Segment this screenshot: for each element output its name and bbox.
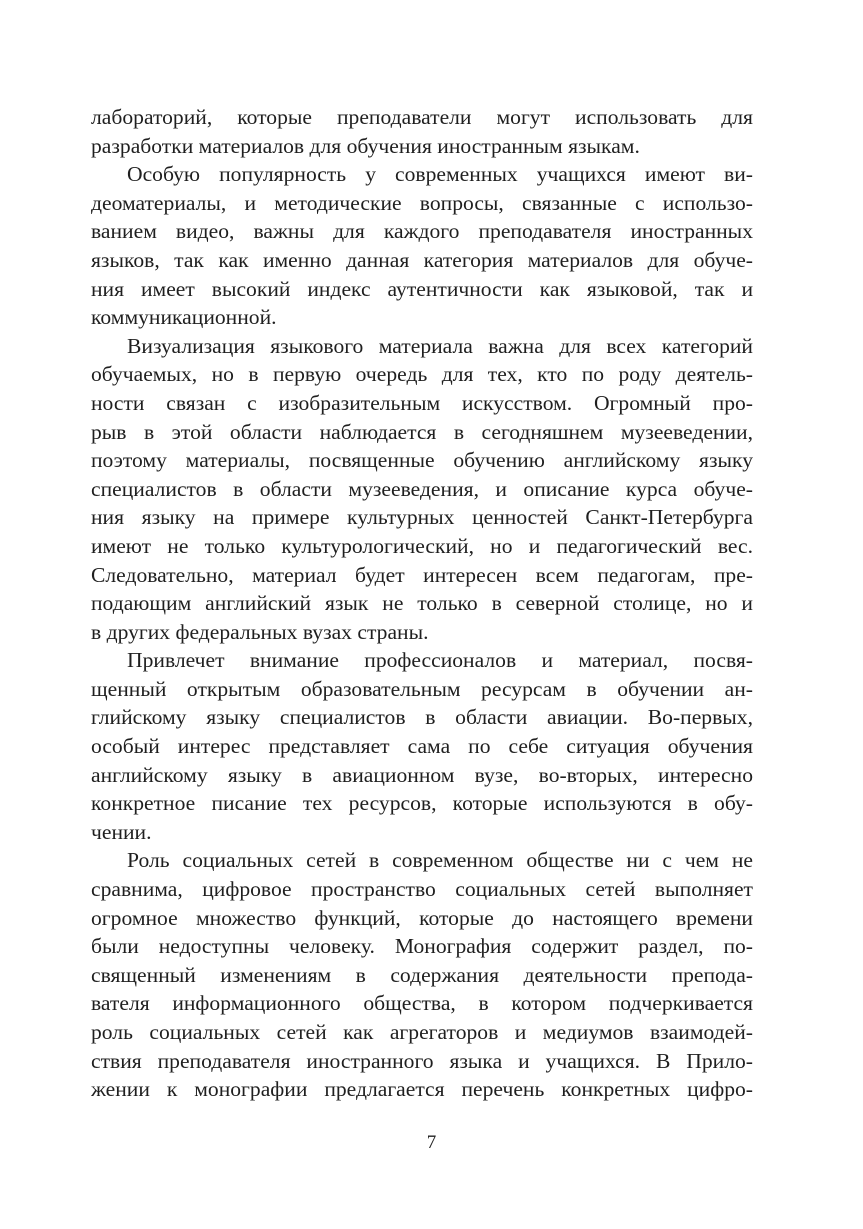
text-line: вателя информационного общества, в котором подчеркивается	[91, 991, 753, 1016]
text-line: обучаемых, но в первую очередь для тех, кто по роду деятель-	[91, 362, 753, 387]
paragraph	[91, 160, 753, 332]
page-number: 7	[426, 1132, 437, 1153]
text-line: Роль социальных сетей в современном обществе ни с чем не	[127, 848, 753, 873]
text-line: подающим английский язык не только в северной столице, но и	[91, 591, 753, 616]
document-body	[91, 103, 753, 1104]
text-line: Особую популярность у современных учащихся имеют ви-	[127, 162, 753, 187]
text-line: в других федеральных вузах страны.	[91, 619, 429, 644]
text-line: были недоступны человеку. Монография содержит раздел, по-	[91, 934, 753, 959]
text-line: щенный открытым образовательным ресурсам в обучении ан-	[91, 676, 753, 701]
paragraph	[91, 646, 753, 846]
text-line: роль социальных сетей как агрегаторов и медиумов взаимодей-	[91, 1020, 753, 1044]
text-line: рыв в этой области наблюдается в сегодняшнем музееведении,	[91, 419, 753, 444]
text-line: поэтому материалы, посвященные обучению английскому языку	[91, 448, 753, 473]
paragraph	[91, 332, 753, 647]
text-line: специалистов в области музееведения, и описание курса обуче-	[91, 476, 753, 501]
text-line: разработки материалов для обучения иностранным языкам.	[91, 133, 640, 158]
text-line: конкретное писание тех ресурсов, которые используются в обу-	[91, 791, 753, 816]
text-line: Визуализация языкового материала важна для всех категорий	[127, 333, 753, 358]
text-line: глийскому языку специалистов в области авиации. Во-первых,	[91, 705, 753, 730]
text-line: священный изменениям в содержания деятельности препода-	[91, 962, 753, 987]
text-line: ности связан с изобразительным искусством. Огромный про-	[91, 390, 753, 415]
text-line: ствия преподавателя иностранного языка и учащихся. В Прило-	[91, 1048, 753, 1073]
text-line: сравнима, цифровое пространство социальных сетей выполняет	[91, 877, 753, 902]
paragraph	[91, 846, 753, 1103]
text-line: английскому языку в авиационном вузе, во-вторых, интересно	[91, 762, 753, 787]
text-line: Привлечет внимание профессионалов и материал, посвя-	[127, 648, 753, 673]
text-line: деоматериалы, и методические вопросы, связанные с использо-	[91, 190, 753, 215]
text-line: Следовательно, материал будет интересен всем педагогам, пре-	[91, 562, 753, 587]
text-line: особый интерес представляет сама по себе ситуация обучения	[91, 734, 753, 759]
text-line: чении.	[91, 819, 152, 844]
text-line: коммуникационной.	[91, 305, 277, 330]
text-line: лабораторий, которые преподаватели могут использовать для	[91, 105, 753, 129]
text-line: жении к монографии предлагается перечень конкретных цифро-	[91, 1077, 753, 1102]
text-line: имеют не только культурологический, но и педагогический вес.	[91, 533, 753, 558]
text-line: огромное множество функций, которые до настоящего времени	[91, 905, 753, 930]
text-line: ванием видео, важны для каждого преподавателя иностранных	[91, 219, 753, 244]
paragraph	[91, 103, 753, 160]
text-line: языков, так как именно данная категория материалов для обуче-	[91, 247, 753, 272]
text-line: ния языку на примере культурных ценностей Санкт-Петербурга	[91, 505, 753, 530]
text-line: ния имеет высокий индекс аутентичности как языковой, так и	[91, 276, 753, 301]
